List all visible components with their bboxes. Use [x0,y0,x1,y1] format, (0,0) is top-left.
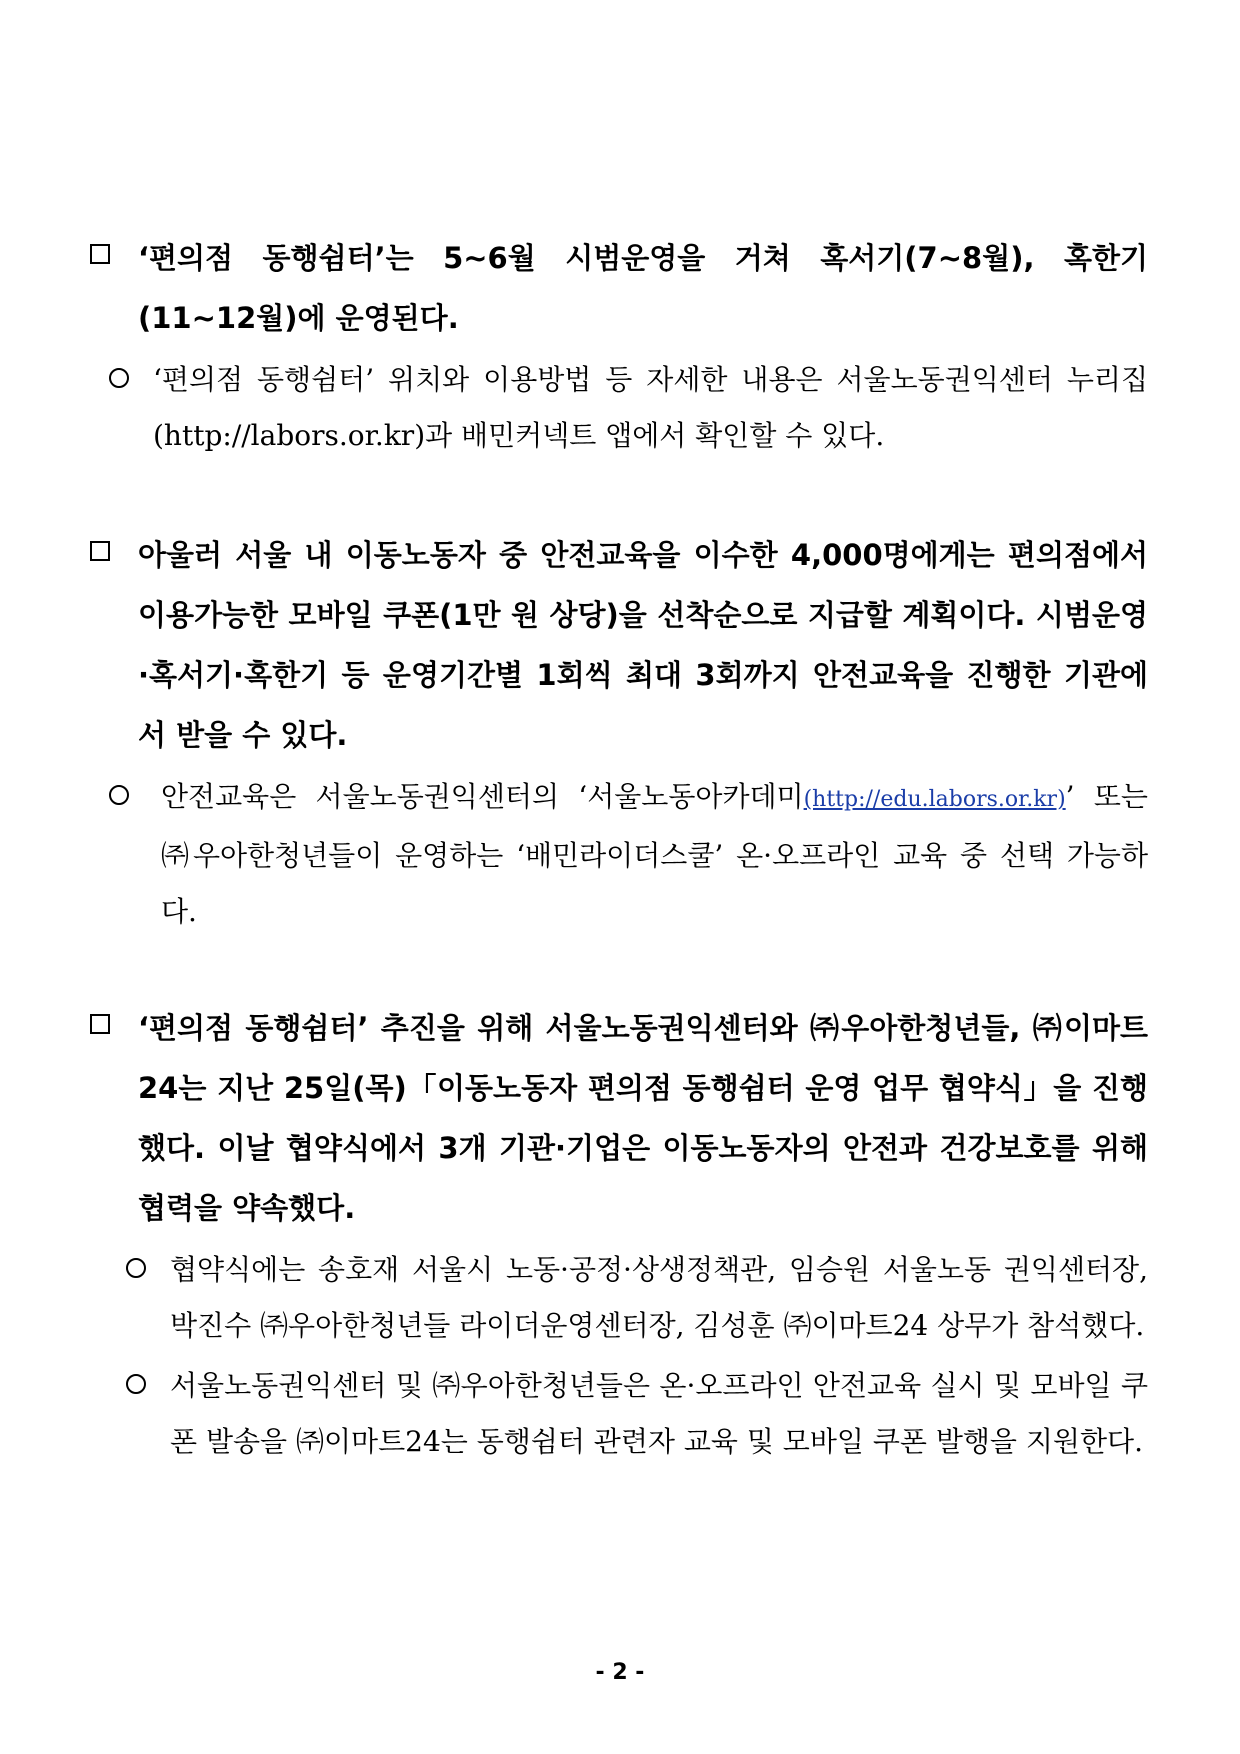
circle-bullet-icon [126,1374,146,1394]
circle-bullet-icon [109,785,129,805]
section-1-text: ‘편의점 동행쉼터’는 5~6월 시범운영을 거쳐 혹서기(7~8월), 혹한기 (11~12월)에 운영된다. [138,241,1148,335]
section-2-subitem-1-before: 안전교육은 서울노동권익센터의 ‘서울노동아카데미 [161,780,804,813]
section-3 [88,998,1148,1470]
section-3-text: ‘편의점 동행쉼터’ 추진을 위해 서울노동권익센터와 ㈜우아한청년들, ㈜이마트24는 지난 25일(목)「이동노동자 편의점 동행쉼터 운영 업무 협약식」을 진행했다. 이날 협약식에서 3개 기관·기업은 이동노동자의 안전과 건강보호를 위해 협력을 약속했다. [138,1011,1148,1225]
section-1-heading [88,228,1148,348]
edu-labors-link[interactable]: (http://edu.labors.or.kr) [803,787,1066,812]
section-3-subitem-1-text: 협약식에는 송호재 서울시 노동·공정·상생정책관, 임승원 서울노동 권익센터장, 박진수 ㈜우아한청년들 라이더운영센터장, 김성훈 ㈜이마트24 상무가 참석했다. [170,1253,1148,1342]
section-3-subitem-2 [88,1358,1148,1470]
section-3-heading [88,998,1148,1238]
section-2-subitem-1 [88,769,1148,940]
section-3-subitem-2-text: 서울노동권익센터 및 ㈜우아한청년들은 온·오프라인 안전교육 실시 및 모바일 쿠폰 발송을 ㈜이마트24는 동행쉼터 관련자 교육 및 모바일 쿠폰 발행을 지원한다. [170,1369,1148,1458]
section-2-text: 아울러 서울 내 이동노동자 중 안전교육을 이수한 4,000명에게는 편의점에서 이용가능한 모바일 쿠폰(1만 원 상당)을 선착순으로 지급할 계획이다. 시범운영·혹서기·혹한기 등 운영기간별 1회씩 최대 3회까지 안전교육을 진행한 기관에서 받을 수 있다. [138,538,1148,752]
square-bullet-icon [90,244,110,264]
circle-bullet-icon [126,1258,146,1278]
circle-bullet-icon [109,368,129,388]
section-3-subitem-1 [88,1242,1148,1354]
section-1-subitem-1-text: ‘편의점 동행쉼터’ 위치와 이용방법 등 자세한 내용은 서울노동권익센터 누리집 (http://labors.or.kr)과 배민커넥트 앱에서 확인할 수 있다. [153,363,1148,452]
section-1-subitem-1 [88,352,1148,464]
section-2-subitem-1-after: ’ 또는 ㈜우아한청년들이 운영하는 ‘배민라이더스쿨’ 온·오프라인 교육 중 선택 가능하다. [161,780,1148,928]
section-2-heading [88,525,1148,765]
square-bullet-icon [90,541,110,561]
page-number: - 2 - [595,1660,645,1685]
section-2 [88,525,1148,940]
square-bullet-icon [90,1014,110,1034]
section-1 [88,228,1148,464]
